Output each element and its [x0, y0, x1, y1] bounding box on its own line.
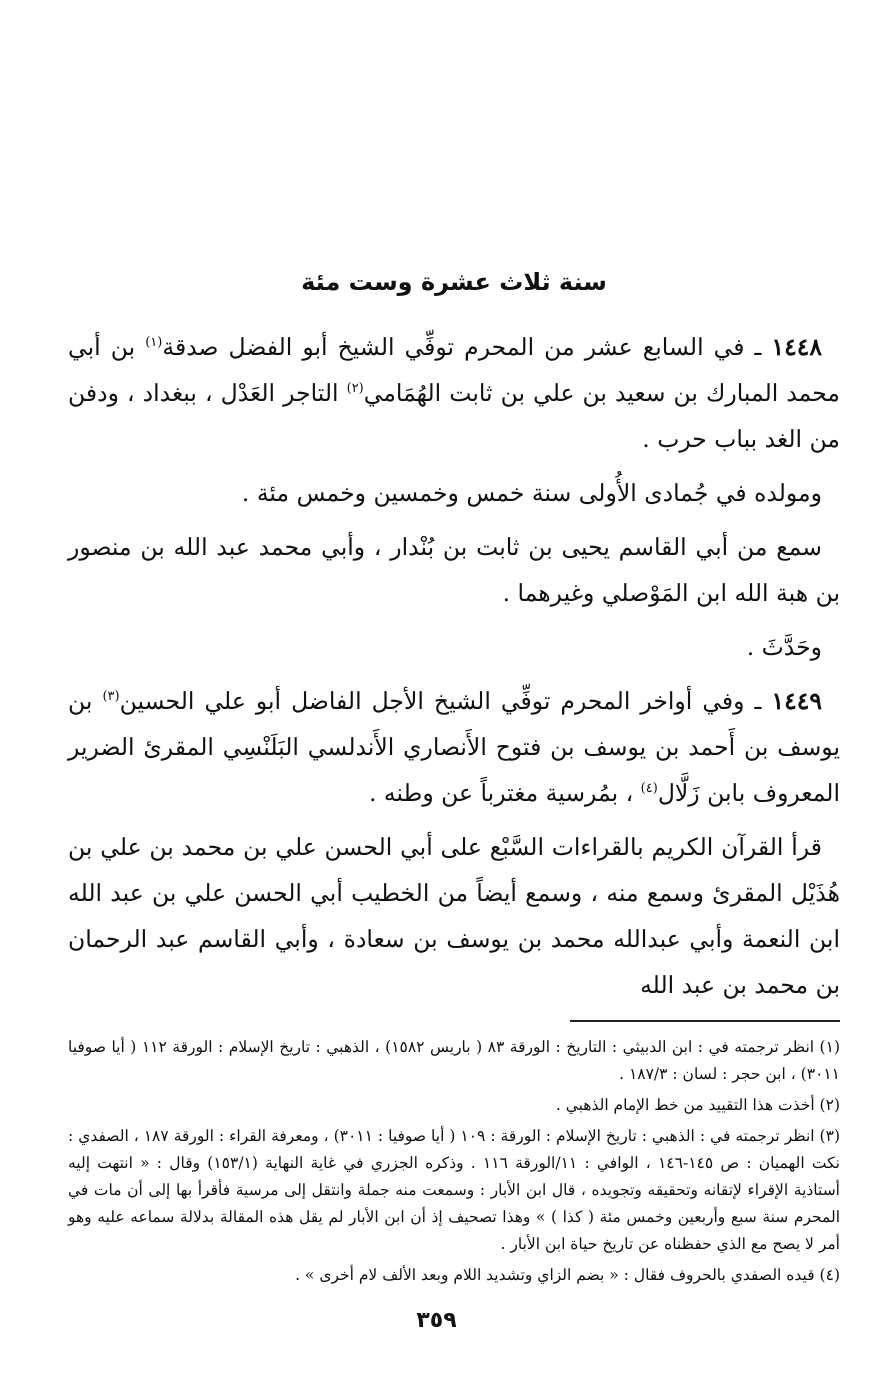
entry-text: ، بمُرسية مغترباً عن وطنه . — [368, 779, 641, 807]
year-heading: سنة ثلاث عشرة وست مئة — [301, 268, 607, 296]
footnote-divider — [570, 1020, 840, 1022]
footnote-ref: (٤) — [640, 781, 658, 797]
entry-paragraph: سمع من أبي القاسم يحيى بن ثابت بن بُنْدار ، وأبي محمد عبد الله بن منصور بن هبة الله ابن المَوْصلي وغيرهما . — [68, 533, 840, 607]
entry-number: ١٤٤٩ — [771, 687, 822, 715]
footnote-ref: (١) — [145, 335, 163, 351]
entry-number: ١٤٤٨ — [771, 333, 822, 361]
entry-text: بن يوسف بن أَحمد بن يوسف بن فتوح الأَنصاري الأَندلسي البَلَنْسِي المقرئ الضرير المعروف بابن زَلَّال — [68, 687, 840, 807]
entry-text: ـ في السابع عشر من المحرم توفِّي الشيخ أبو الفضل صدقة — [162, 333, 762, 361]
footnote: (٤) قيده الصفدي بالحروف فقال : « بضم الزاي وتشديد اللام وبعد الألف لام أخرى » . — [295, 1266, 840, 1284]
page-number: ٣٥٩ — [416, 1308, 457, 1333]
footnotes — [68, 1034, 840, 1289]
entry-text: التاجر العَدْل ، ببغداد ، ودفن من الغد بباب حرب . — [68, 379, 840, 453]
entry-paragraph: ومولده في جُمادى الأُولى سنة خمس وخمسين وخمس مئة . — [241, 479, 822, 507]
footnote: (١) انظر ترجمته في : ابن الدبيثي : التاريخ : الورقة ٨٣ ( باريس ١٥٨٢) ، الذهبي : تاريخ الإسلام : الورقة ١١٢ ( أيا صوفيا ٣٠١١) ، ابن حجر : لسان : ١٨٧/٣ . — [68, 1038, 840, 1083]
entry-paragraph: وحَدَّثَ . — [746, 633, 822, 661]
entry-text: ـ وفي أواخر المحرم توفِّي الشيخ الأجل الفاضل أبو علي الحسين — [119, 687, 762, 715]
entry-text: بن أبي محمد المبارك بن سعيد بن علي بن ثابت الهُمَامي — [68, 333, 841, 407]
entry-paragraph — [68, 678, 840, 816]
book-page — [68, 262, 840, 1293]
entry-paragraph: قرأ القرآن الكريم بالقراءات السَّبْع على أبي الحسن علي بن محمد بن علي بن هُذَيْل المقرئ وسمع منه ، وسمع أيضاً من الخطيب أبي الحسن علي بن عبد الله ابن النعمة وأبي عبدالله محمد بن يوسف بن سعادة ، وأبي القاسم عبد الرحمان بن محمد بن عبد الله — [68, 833, 840, 999]
footnote-ref: (٣) — [102, 689, 120, 705]
footnote: (٣) انظر ترجمته في : الذهبي : تاريخ الإسلام : الورقة : ١٠٩ ( أيا صوفيا : ٣٠١١) ، ومعرفة القراء : الورقة ١٨٧ ، الصفدي : نكت الهميان : ص ١٤٥-١٤٦ ، الوافي : ١١/الورقة ١١٦ . وذكره الجزري في غاية النهاية (١٥٣/١) وقال : « انتهت إليه أستاذية الإقراء لإتقانه وتحقيقه وتجويده ، قال ابن الأبار : وسمعت منه جملة وانتقل إلى مرسية فأقرأ بها إلى أن مات في المحرم سنة سبع وأربعين وخمس مئة ( كذا ) » وهذا تصحيف إذ أن ابن الأبار لم يقل هذه المقالة بدلالة سماعه عليه وهو أمر لا يصح مع الذي حفظناه عن تاريخ حياة ابن الأبار . — [68, 1127, 840, 1253]
footnote-ref: (٢) — [346, 381, 364, 397]
main-text — [68, 324, 840, 1008]
footnote: (٢) أخذت هذا التقييد من خط الإمام الذهبي . — [555, 1096, 840, 1114]
entry-paragraph — [68, 324, 840, 462]
